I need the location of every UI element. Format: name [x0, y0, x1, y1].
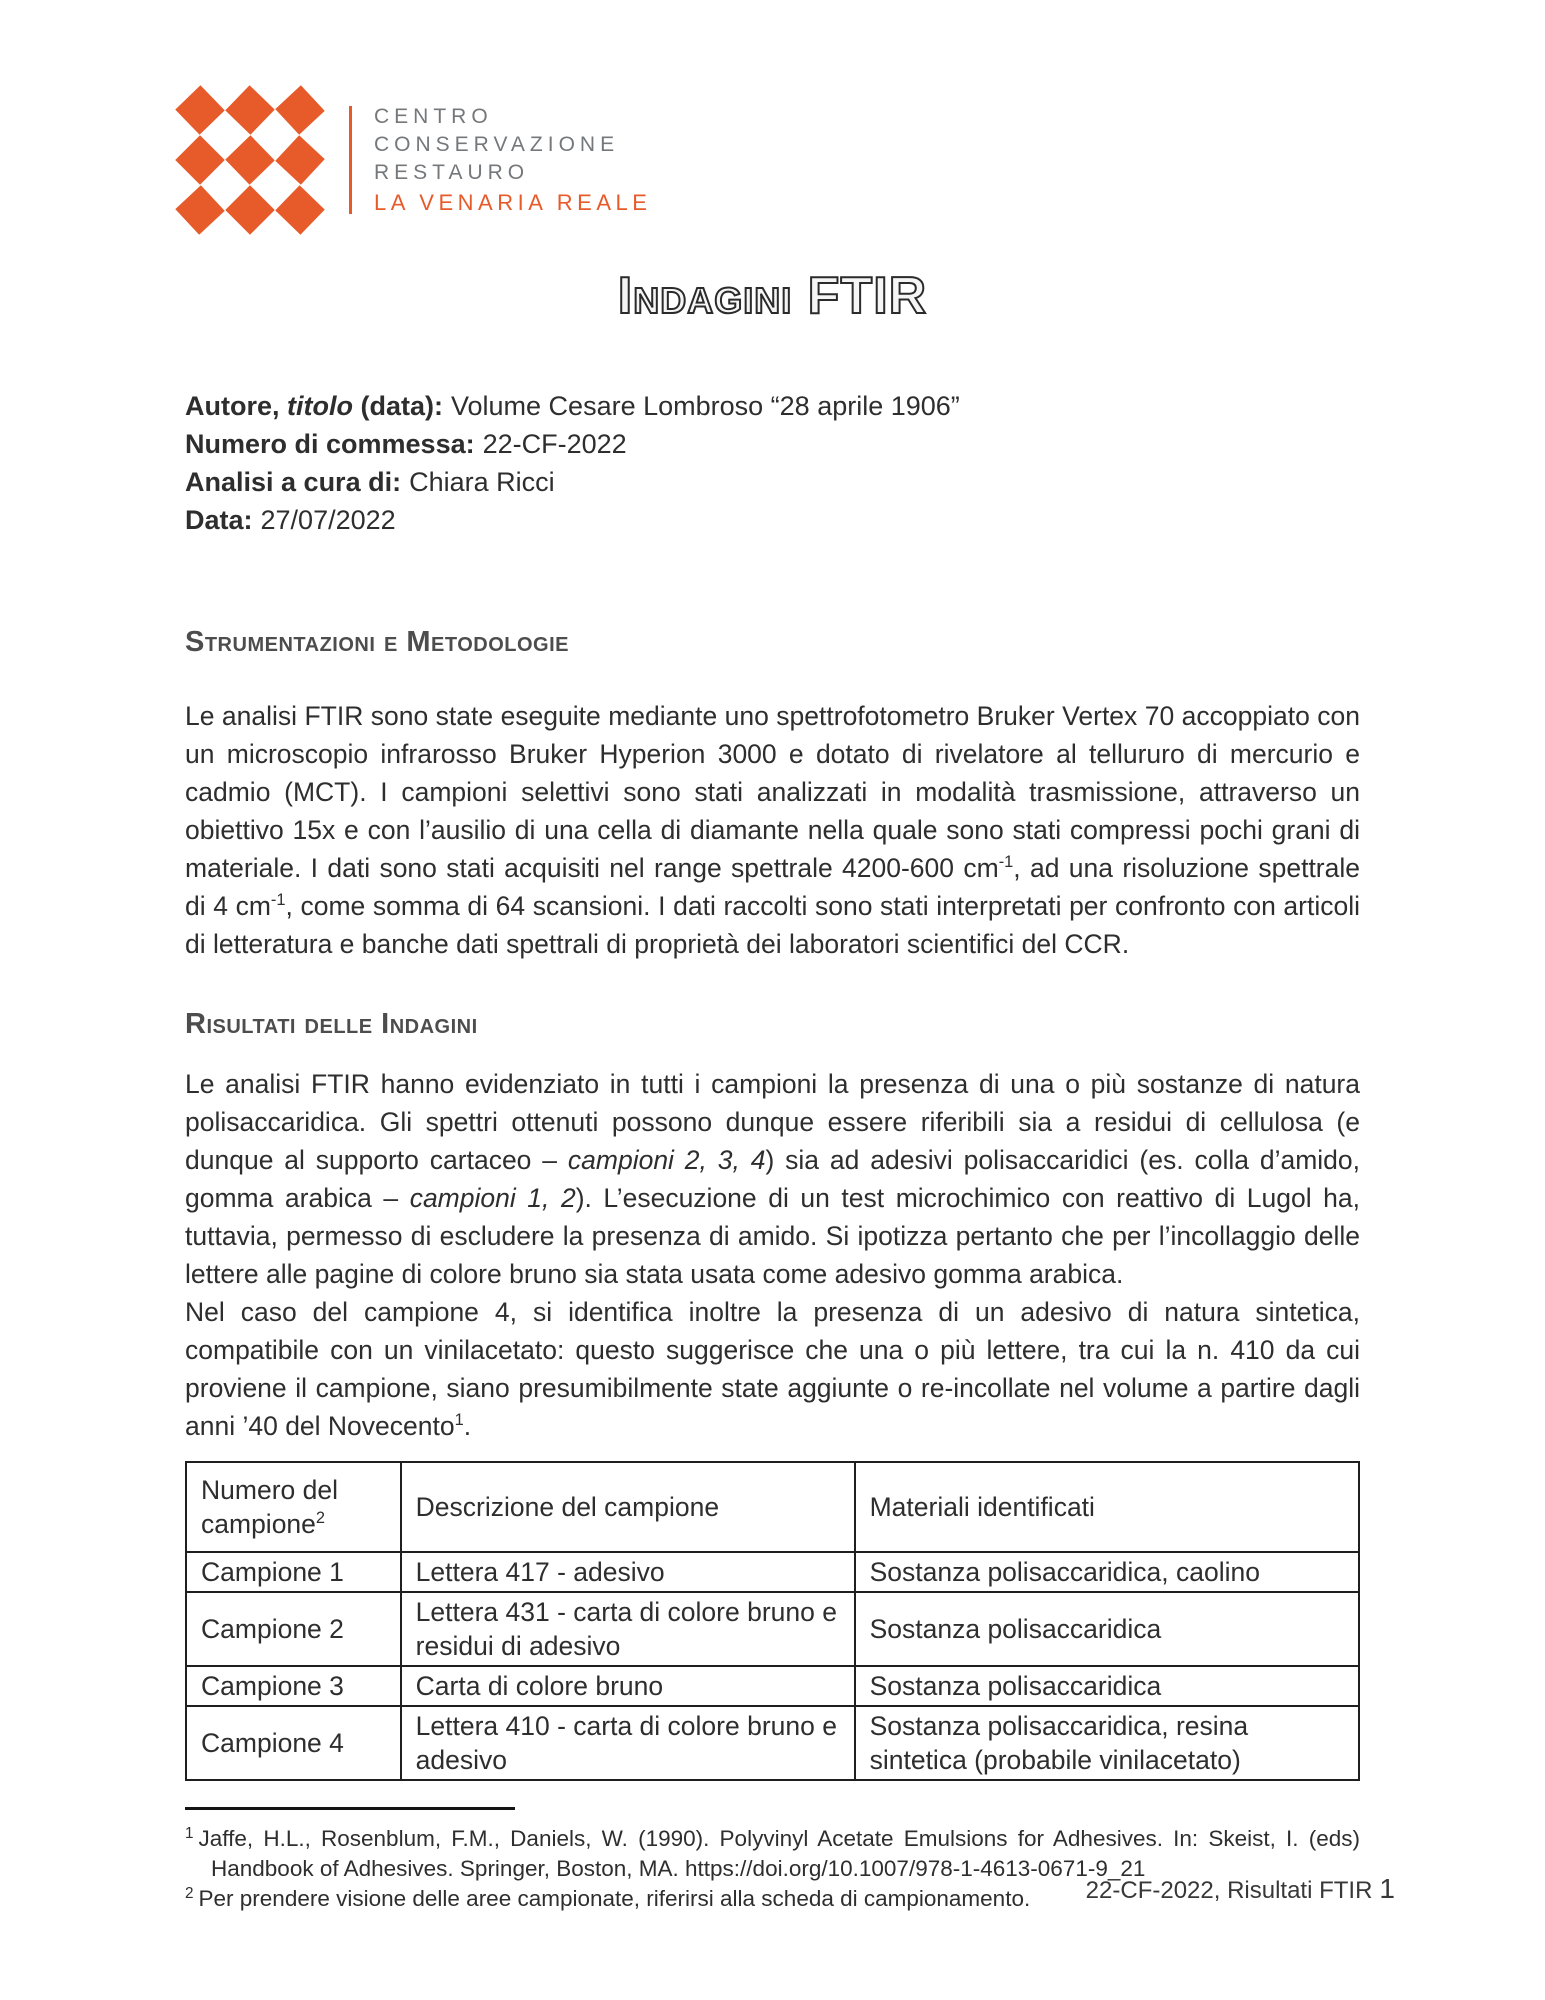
cell-description: Lettera 410 - carta di colore bruno e adesivo	[401, 1706, 855, 1780]
page-footer	[1086, 1874, 1395, 1906]
cell-sample-number: Campione 3	[186, 1666, 401, 1706]
results-paragraph-1: Le analisi FTIR hanno evidenziato in tutti i campioni la presenza di una o più sostanze di natura polisaccaridica. Gli spettri ottenuti possono dunque essere riferibili sia a residui di cellulosa (e dunque al supporto cartaceo – campioni 2, 3, 4) sia ad adesivi polisaccaridici (es. colla d’amido, gomma arabica – campioni 1, 2). L’esecuzione di un test microchimico con reattivo di Lugol ha, tuttavia, permesso di escludere la presenza di amido. Si ipotizza pertanto che per l’incollaggio delle lettere alle pagine di colore bruno sia stata usata come adesivo gomma arabica.	[185, 1069, 1360, 1289]
cell-description: Lettera 431 - carta di colore bruno e residui di adesivo	[401, 1592, 855, 1666]
metadata-line-commission	[185, 425, 1360, 463]
metadata-block	[185, 387, 1360, 539]
logo-org-line: CENTRO	[374, 105, 493, 128]
footer-text: 22-CF-2022, Risultati FTIR	[1085, 1877, 1373, 1904]
logo	[175, 85, 1360, 235]
cell-description: Lettera 417 - adesivo	[401, 1552, 855, 1592]
table-header-description: Descrizione del campione	[401, 1462, 855, 1552]
table-header-materials: Materiali identificati	[855, 1462, 1359, 1552]
logo-text	[374, 103, 651, 217]
metadata-value: 27/07/2022	[260, 505, 396, 535]
cell-description: Carta di colore bruno	[401, 1666, 855, 1706]
footnote-marker: 1	[185, 1824, 194, 1842]
metadata-label: Numero di commessa:	[185, 429, 475, 459]
table-header-row	[186, 1462, 1359, 1552]
logo-divider	[349, 106, 352, 214]
methodology-paragraph: Le analisi FTIR sono state eseguite mediante uno spettrofotometro Bruker Vertex 70 accoppiato con un microscopio infrarosso Bruker Hyperion 3000 e dotato di rivelatore al tellururo di mercurio e cadmio (MCT). I campioni selettivi sono stati analizzati in modalità trasmissione, attraverso un obiettivo 15x e con l’ausilio di una cella di diamante nella quale sono stati compressi pochi grani di materiale. I dati sono stati acquisiti nel range spettrale 4200-600 $cm^{-1}$, ad una risoluzione spettrale di 4 $cm^{-1}$, come somma di 64 scansioni. I dati raccolti sono stati interpretati per confronto con articoli di letteratura e banche dati spettrali di proprietà dei laboratori scientifici del CCR.	[185, 701, 1361, 959]
results-paragraph-2: Nel caso del campione 4, si identifica inoltre la presenza di un adesivo di natura sintetica, compatibile con un vinilacetato: questo suggerisce che una o più lettere, tra cui la n. 410 da cui proviene il campione, siano presumibilmente state aggiunte o re-incollate nel volume a partire dagli anni ’40 del Novecento$^1$.	[185, 1297, 1360, 1441]
metadata-label: Autore, titolo (data):	[185, 391, 443, 421]
table-row	[186, 1552, 1359, 1592]
metadata-line-author	[185, 387, 1360, 425]
page-number: 1	[1379, 1873, 1395, 1904]
metadata-label: Data:	[185, 505, 253, 535]
footnote-separator	[185, 1807, 515, 1810]
metadata-value: Chiara Ricci	[409, 467, 555, 497]
cell-materials: Sostanza polisaccaridica, caolino	[855, 1552, 1359, 1592]
document-title: Indagini FTIR	[617, 267, 928, 325]
footnote-marker: 2	[185, 1884, 194, 1902]
samples-table	[185, 1461, 1360, 1781]
footnote-text: Per prendere visione delle aree campionate, riferirsi alla scheda di campionamento.	[198, 1886, 1031, 1911]
table-row	[186, 1592, 1359, 1666]
table-header-sample-number: Numero del campione$^2$	[186, 1462, 401, 1552]
metadata-label: Analisi a cura di:	[185, 467, 402, 497]
cell-materials: Sostanza polisaccaridica	[855, 1592, 1359, 1666]
footnote-text: Jaffe, H.L., Rosenblum, F.M., Daniels, W. (1990). Polyvinyl Acetate Emulsions for Adhesives. In: Skeist, I. (eds) Handbook of Adhesives. Springer, Boston, MA. https://doi.org/10.1007/978-1-4613-0671-9_21	[198, 1826, 1360, 1881]
table-row	[186, 1706, 1359, 1780]
metadata-value: Volume Cesare Lombroso “28 aprile 1906”	[451, 391, 960, 421]
logo-org-line: RESTAURO	[374, 161, 530, 184]
cell-sample-number: Campione 1	[186, 1552, 401, 1592]
cell-sample-number: Campione 2	[186, 1592, 401, 1666]
diamond-grid-icon	[175, 85, 325, 235]
section-heading-results: Risultati delle Indagini	[185, 1008, 478, 1040]
cell-materials: Sostanza polisaccaridica, resina sintetica (probabile vinilacetato)	[855, 1706, 1359, 1780]
metadata-line-date	[185, 501, 1360, 539]
metadata-line-analyst	[185, 463, 1360, 501]
logo-brand-line: LA VENARIA REALE	[374, 190, 652, 215]
metadata-value: 22-CF-2022	[482, 429, 627, 459]
cell-sample-number: Campione 4	[186, 1706, 401, 1780]
table-row	[186, 1666, 1359, 1706]
cell-materials: Sostanza polisaccaridica	[855, 1666, 1359, 1706]
logo-org-line: CONSERVAZIONE	[374, 133, 620, 156]
section-heading-methodology: Strumentazioni e Metodologie	[185, 626, 569, 658]
